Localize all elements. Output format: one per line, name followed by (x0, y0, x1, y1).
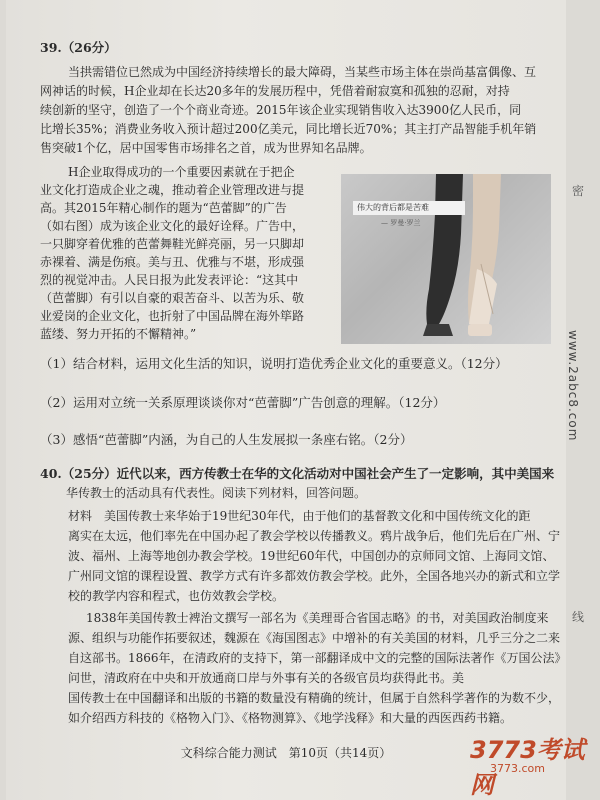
q40-material-line: 1838年美国传教士裨治文撰写一部名为《美理哥合省国志略》的书，对美国政治制度来 (86, 611, 549, 625)
q39-body-line: （芭蕾脚）有引以自豪的艰苦奋斗、以苦为乐、敬 (40, 291, 305, 305)
q40-heading: 40.（25分）近代以来，西方传教士在华的文化活动对中国社会产生了一定影响，其中美国来 (40, 466, 555, 481)
q39-intro-line: 网神话的时候，H企业却在长达20多年的发展历程中，凭借着耐寂寞和孤独的忍耐，对持 (40, 84, 510, 98)
exam-page (6, 0, 566, 800)
q39-body-line: 赤裸着、满是伤痕。美与丑、优雅与不堪，形成强 (40, 255, 305, 269)
q39-body-line: 一只脚穿着优雅的芭蕾舞鞋光鲜亮丽，另一只脚却 (40, 237, 305, 251)
q40-material-line: 自这部书。1866年，在清政府的支持下，第一部翻译成中文的完整的国际法著作《万国公法》 (68, 651, 567, 665)
q40-material-line: 源、组织与功能作拓要叙述，魏源在《海国图志》中增补的有关美国的材料，几乎三分之二来 (68, 631, 561, 645)
q39-body-line: 业文化打造成企业之魂，推动着企业管理改进与提 (40, 183, 305, 197)
q40-material-line: 波、福州、上海等地创办教会学校。19世纪60年代，中国创办的京师同文馆、上海同文馆、 (68, 549, 555, 563)
q40-material-line: 广州同文馆的课程设置、教学方式有许多都效仿教会学校。此外，全国各地兴办的新式和立学 (68, 569, 561, 583)
q40-material-line: 材料 美国传教士来华始于19世纪30年代，由于他们的基督教文化和中国传统文化的距 (68, 509, 531, 523)
q39-body-line: 高。其2015年精心制作的题为“芭蕾脚”的广告 (40, 201, 287, 215)
page-footer: 文科综合能力测试 第10页（共14页） (180, 746, 392, 760)
q39-body-line: 蓝缕、努力开拓的不懈精神。” (40, 327, 197, 341)
q39-intro-line: 当拱需错位已然成为中国经济持续增长的最大障碍，当某些市场主体在崇尚基富偶像、互 (68, 65, 537, 79)
q39-subquestion: （2）运用对立统一关系原理谈谈你对“芭蕾脚”广告创意的理解。（12分） (40, 395, 446, 410)
q39-subquestion: （1）结合材料，运用文化生活的知识，说明打造优秀企业文化的重要意义。（12分） (40, 356, 508, 371)
binding-margin-mark-bottom: 线 (572, 610, 585, 624)
q39-intro-line: 续创新的坚守，创造了一个个商业奇迹。2015年该企业实现销售收入达3900亿人民币，同 (40, 103, 522, 117)
q39-heading: 39.（26分） (40, 40, 117, 55)
q39-intro-line: 售突破1个亿，居中国零售市场排名之首，成为世界知名品牌。 (40, 141, 372, 155)
q39-body-line: 烈的视觉冲击。人民日报为此发表评论：“这其中 (40, 273, 299, 287)
q39-body-line: H企业取得成功的一个重要因素就在于把企 (68, 165, 295, 179)
photo-byline: — 罗曼·罗兰 (381, 219, 421, 227)
q40-material-line: 离实在太远，他们率先在中国办起了教会学校以传播教义。鸦片战争后，他们先后在广州、宁 (68, 529, 561, 543)
side-watermark-url: www.2abc8.com (566, 330, 580, 442)
q40-material-line: 校的教学内容和程式，也仿效教会学校。 (68, 589, 285, 603)
q40-heading: 华传教士的活动具有代表性。阅读下列材料，回答问题。 (66, 486, 367, 500)
q40-material-line: 国传教士在中国翻译和出版的书籍的数量没有精确的统计，但属于自然科学著作的为数不少， (68, 691, 561, 705)
q40-material-line: 如介绍西方科技的《格物入门》、《格物测算》、《地学浅释》和大量的西医西药书籍。 (68, 711, 513, 725)
q39-intro-line: 比增长35%；消费业务收入预计超过200亿美元，同比增长近70%；其主打产品智能手机年销 (40, 122, 537, 136)
ballet-feet-ad-image (341, 174, 551, 344)
q39-subquestion: （3）感悟“芭蕾脚”内涵，为自己的人生发展拟一条座右铭。（2分） (40, 432, 413, 447)
binding-margin-mark-top: 密 (572, 184, 585, 198)
site-logo-url: 3773.com (490, 762, 545, 775)
ballet-feet-illustration (341, 174, 551, 344)
q39-body-line: 业爱岗的企业文化，也折射了中国品牌在海外筚路 (40, 309, 305, 323)
q39-body-line: （如右图）成为该企业文化的最好诠释。广告中， (40, 219, 305, 233)
site-logo-watermark: 3773考试网 (470, 736, 585, 799)
photo-caption: 伟大的背后都是苦难 (353, 201, 465, 215)
q40-material-line: 问世，清政府在中央和开放通商口岸与外事有关的各级官员均获得此书。美 (68, 671, 465, 685)
